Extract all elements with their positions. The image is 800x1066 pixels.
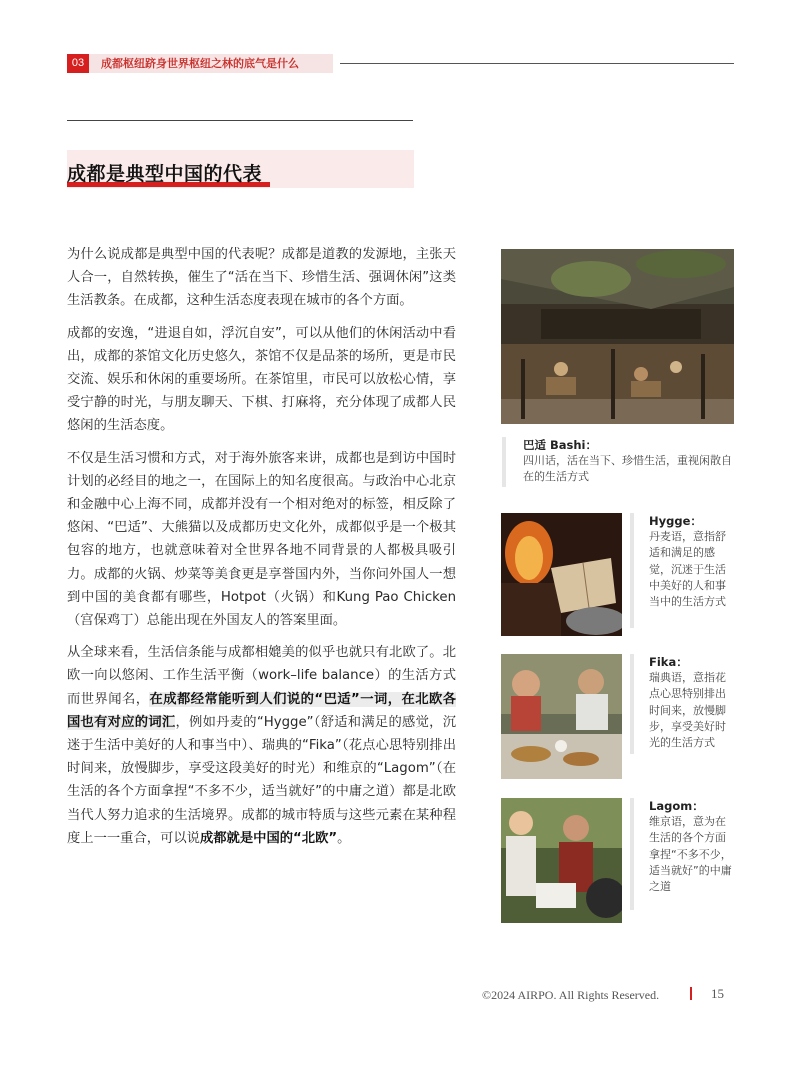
footer-separator [690, 987, 692, 1000]
caption-bashi-title: 巴适 Bashi： [523, 438, 598, 452]
header-divider [340, 63, 734, 64]
caption-hygge-text: 丹麦语，意指舒适和满足的感觉，沉迷于生活中美好的人和事当中的生活方式 [649, 530, 726, 609]
paragraph-1: 为什么说成都是典型中国的代表呢？成都是道教的发源地，主张天人合一，自然转换，催生了“活在当下、珍惜生活、强调休闲”这类生活教条。在成都，这种生活态度表现在城市的各个方面。 [67, 247, 456, 309]
caption-bashi-text: 四川话，活在当下、珍惜生活，重视闲散自在的生活方式 [523, 454, 732, 484]
paragraph-4-end: 。 [337, 830, 351, 846]
caption-lagom [649, 798, 735, 895]
paragraph-3: 不仅是生活习惯和方式，对于海外旅客来讲，成都也是到访中国时计划的必经目的地之一，在国际上的知名度很高。与政治中心北京和金融中心上海不同，成都并没有一个相对绝对的标签，相反除了悠闲、“巴适”、大熊猫以及成都历史文化外，成都似乎是一个极其包容的地方，也就意味着对全世界各地不同背景的人都极具吸引力。成都的火锅、炒菜等美食更是享誉国内外，当你问外国人一想到中国的美食都有哪些，Hotpot（火锅）和Kung Pao Chicken（宫保鸡丁）总能出现在外国友人的答案里面。 [67, 450, 456, 629]
caption-bar-lagom [630, 798, 634, 910]
caption-bar-bashi [502, 437, 506, 487]
caption-fika-text: 瑞典语，意指花点心思特别排出时间来，放慢脚步，享受美好时光的生活方式 [649, 671, 726, 750]
paragraph-4-text-b: ，例如丹麦的“Hygge”（舒适和满足的感觉，沉迷于生活中美好的人和事当中）、瑞典的“Fika”（花点心思特别排出时间来，放慢脚步，享受这段美好的时光）和维京的“Lagom”（在生活的各个方面拿捏“不多不少，适当就好”的中庸之道）都是北欧当代人努力追求的生活境界。成都的城市特质与这些元素在某种程度上一一重合，可以说 [67, 714, 457, 846]
paragraph-2: 成都的安逸，“进退自如，浮沉自安”，可以从他们的休闲活动中看出，成都的茶馆文化历史悠久，茶馆不仅是品茶的场所，更是市民交流、娱乐和休闲的重要场所。在茶馆里，市民可以放松心情，享受宁静的时光，与朋友聊天、下棋、打麻将，充分体现了成都人民悠闲的生活态度。 [67, 325, 456, 434]
footer-copyright: ©2024 AIRPO. All Rights Reserved. [482, 988, 660, 1002]
lagom-photo [501, 798, 622, 923]
paragraph-4 [67, 641, 456, 850]
caption-hygge [649, 513, 735, 610]
chapter-title: 成都枢纽跻身世界枢纽之林的底气是什么 [101, 57, 299, 70]
caption-bashi [523, 437, 737, 486]
paragraph-4-highlight: 在成都经常能听到人们说的“巴适”一词，在北欧各国也有对应的词汇 [67, 691, 457, 730]
paragraph-4-conclusion: 成都就是中国的“北欧” [199, 830, 338, 846]
article-body [67, 243, 456, 859]
caption-fika [649, 654, 735, 751]
page-number: 15 [711, 986, 724, 1001]
caption-bar-hygge [630, 513, 634, 628]
caption-lagom-title: Lagom： [649, 799, 704, 813]
caption-lagom-text: 维京语，意为在生活的各个方面拿捏“不多不少，适当就好”的中庸之道 [649, 815, 732, 894]
section-divider [67, 120, 413, 121]
chapter-number: 03 [67, 54, 89, 73]
teahouse-photo [501, 249, 734, 424]
section-title: 成都是典型中国的代表 [67, 163, 263, 185]
caption-bar-fika [630, 654, 634, 754]
fika-photo [501, 654, 622, 779]
fireplace-reading-photo [501, 513, 622, 636]
caption-fika-title: Fika： [649, 655, 688, 669]
caption-hygge-title: Hygge： [649, 514, 702, 528]
paragraph-4-text-a: 从全球来看，生活信条能与成都相媲美的似乎也就只有北欧了。北欧一向以悠闲、工作生活平衡（work–life balance）的生活方式而世界闻名， [67, 645, 456, 707]
